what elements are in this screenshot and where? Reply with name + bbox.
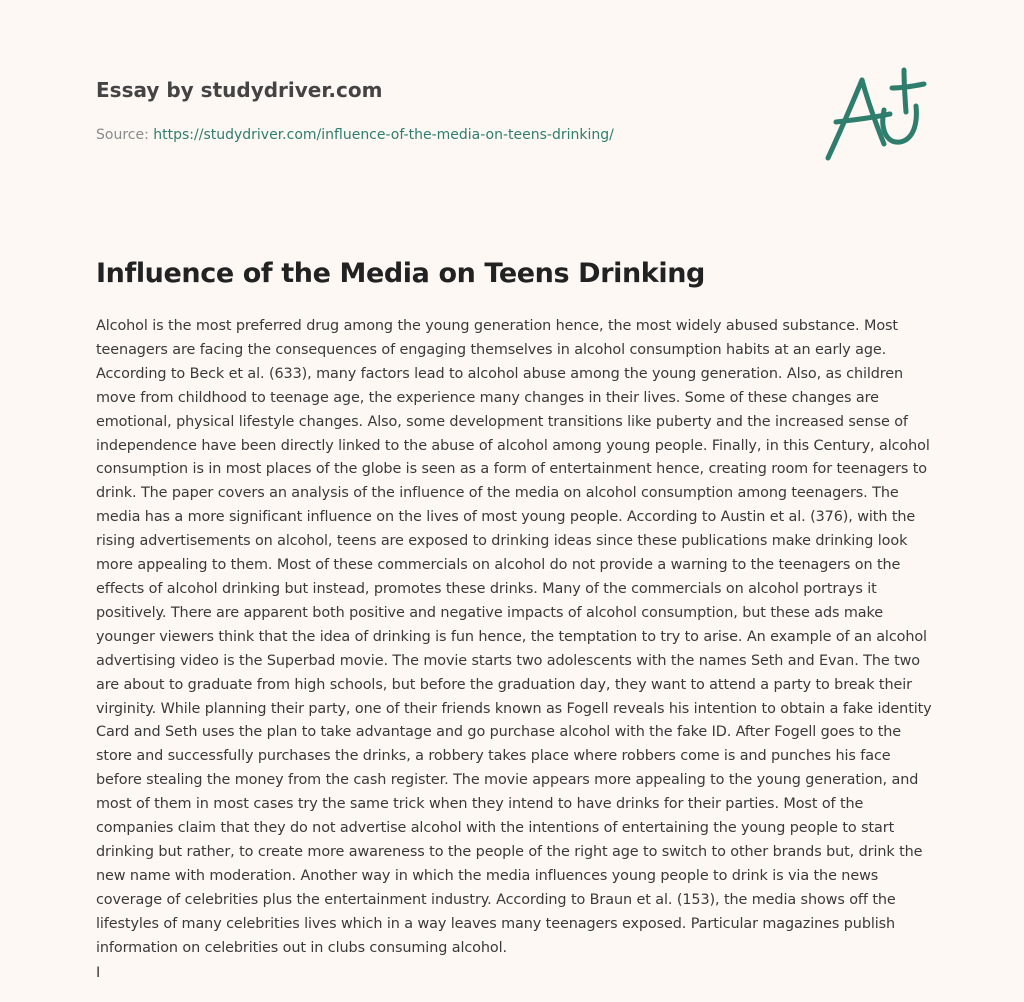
source-link[interactable]: https://studydriver.com/influence-of-the-media-on-teens-drinking/	[153, 127, 614, 143]
source-label: Source:	[96, 127, 154, 143]
essay-body: Alcohol is the most preferred drug among the young generation hence, the most widely abused substance. Most teenagers are facing the consequences of engaging themselves in alcohol consumption habits at an early age. According to Beck et al. (633), many factors lead to alcohol abuse among the young generation. Also, as children move from childhood to teenage age, the experience many changes in their lives. Some of these changes are emotional, physical lifestyle changes. Also, some development transitions like puberty and the increased sense of independence have been directly linked to the abuse of alcohol among young people. Finally, in this Century, alcohol consumption is in most places of the globe is seen as a form of entertainment hence, creating room for teenagers to drink. The paper covers an analysis of the influence of the media on alcohol consumption among teenagers. The media has a more significant influence on the lives of most young people. According to Austin et al. (376), with the rising advertisements on alcohol, teens are exposed to drinking ideas since these publications make drinking look more appealing to them. Most of these commercials on alcohol do not provide a warning to the teenagers on the effects of alcohol drinking but instead, promotes these drinks. Many of the commercials on alcohol portrays it positively. There are apparent both positive and negative impacts of alcohol consumption, but these ads make younger viewers think that the idea of drinking is fun hence, the temptation to try to arise. An example of an alcohol advertising video is the Superbad movie. The movie starts two adolescents with the names Seth and Evan. The two are about to graduate from high schools, but before the graduation day, they want to attend a party to break their virginity. While planning their party, one of their friends known as Fogell reveals his intention to obtain a fake identity Card and Seth uses the plan to take advantage and go purchase alcohol with the fake ID. After Fogell goes to the store and successfully purchases the drinks, a robbery takes place where robbers come is and punches his face before stealing the money from the cash register. The movie appears more appealing to the young generation, and most of them in most cases try the same trick when they intend to have drinks for their parties. Most of the companies claim that they do not advertise alcohol with the intentions of entertaining the young people to start drinking but rather, to create more awareness to the people of the right age to switch to other brands but, drink the new name with moderation. Another way in which the media influences young people to drink is via the news coverage of celebrities plus the entertainment industry. According to Braun et al. (153), the media shows off the lifestyles of many celebrities lives which in a way leaves many teenagers exposed. Particular magazines publish information on celebrities out in clubs consuming alcohol.	[96, 318, 932, 956]
site-title: Essay by studydriver.com	[96, 78, 383, 102]
essay-trailing-fragment: I	[96, 965, 101, 981]
a-plus-logo-icon	[818, 62, 938, 172]
page-header	[96, 74, 796, 146]
essay-title: Influence of the Media on Teens Drinking	[96, 258, 705, 289]
source-line	[96, 124, 796, 146]
